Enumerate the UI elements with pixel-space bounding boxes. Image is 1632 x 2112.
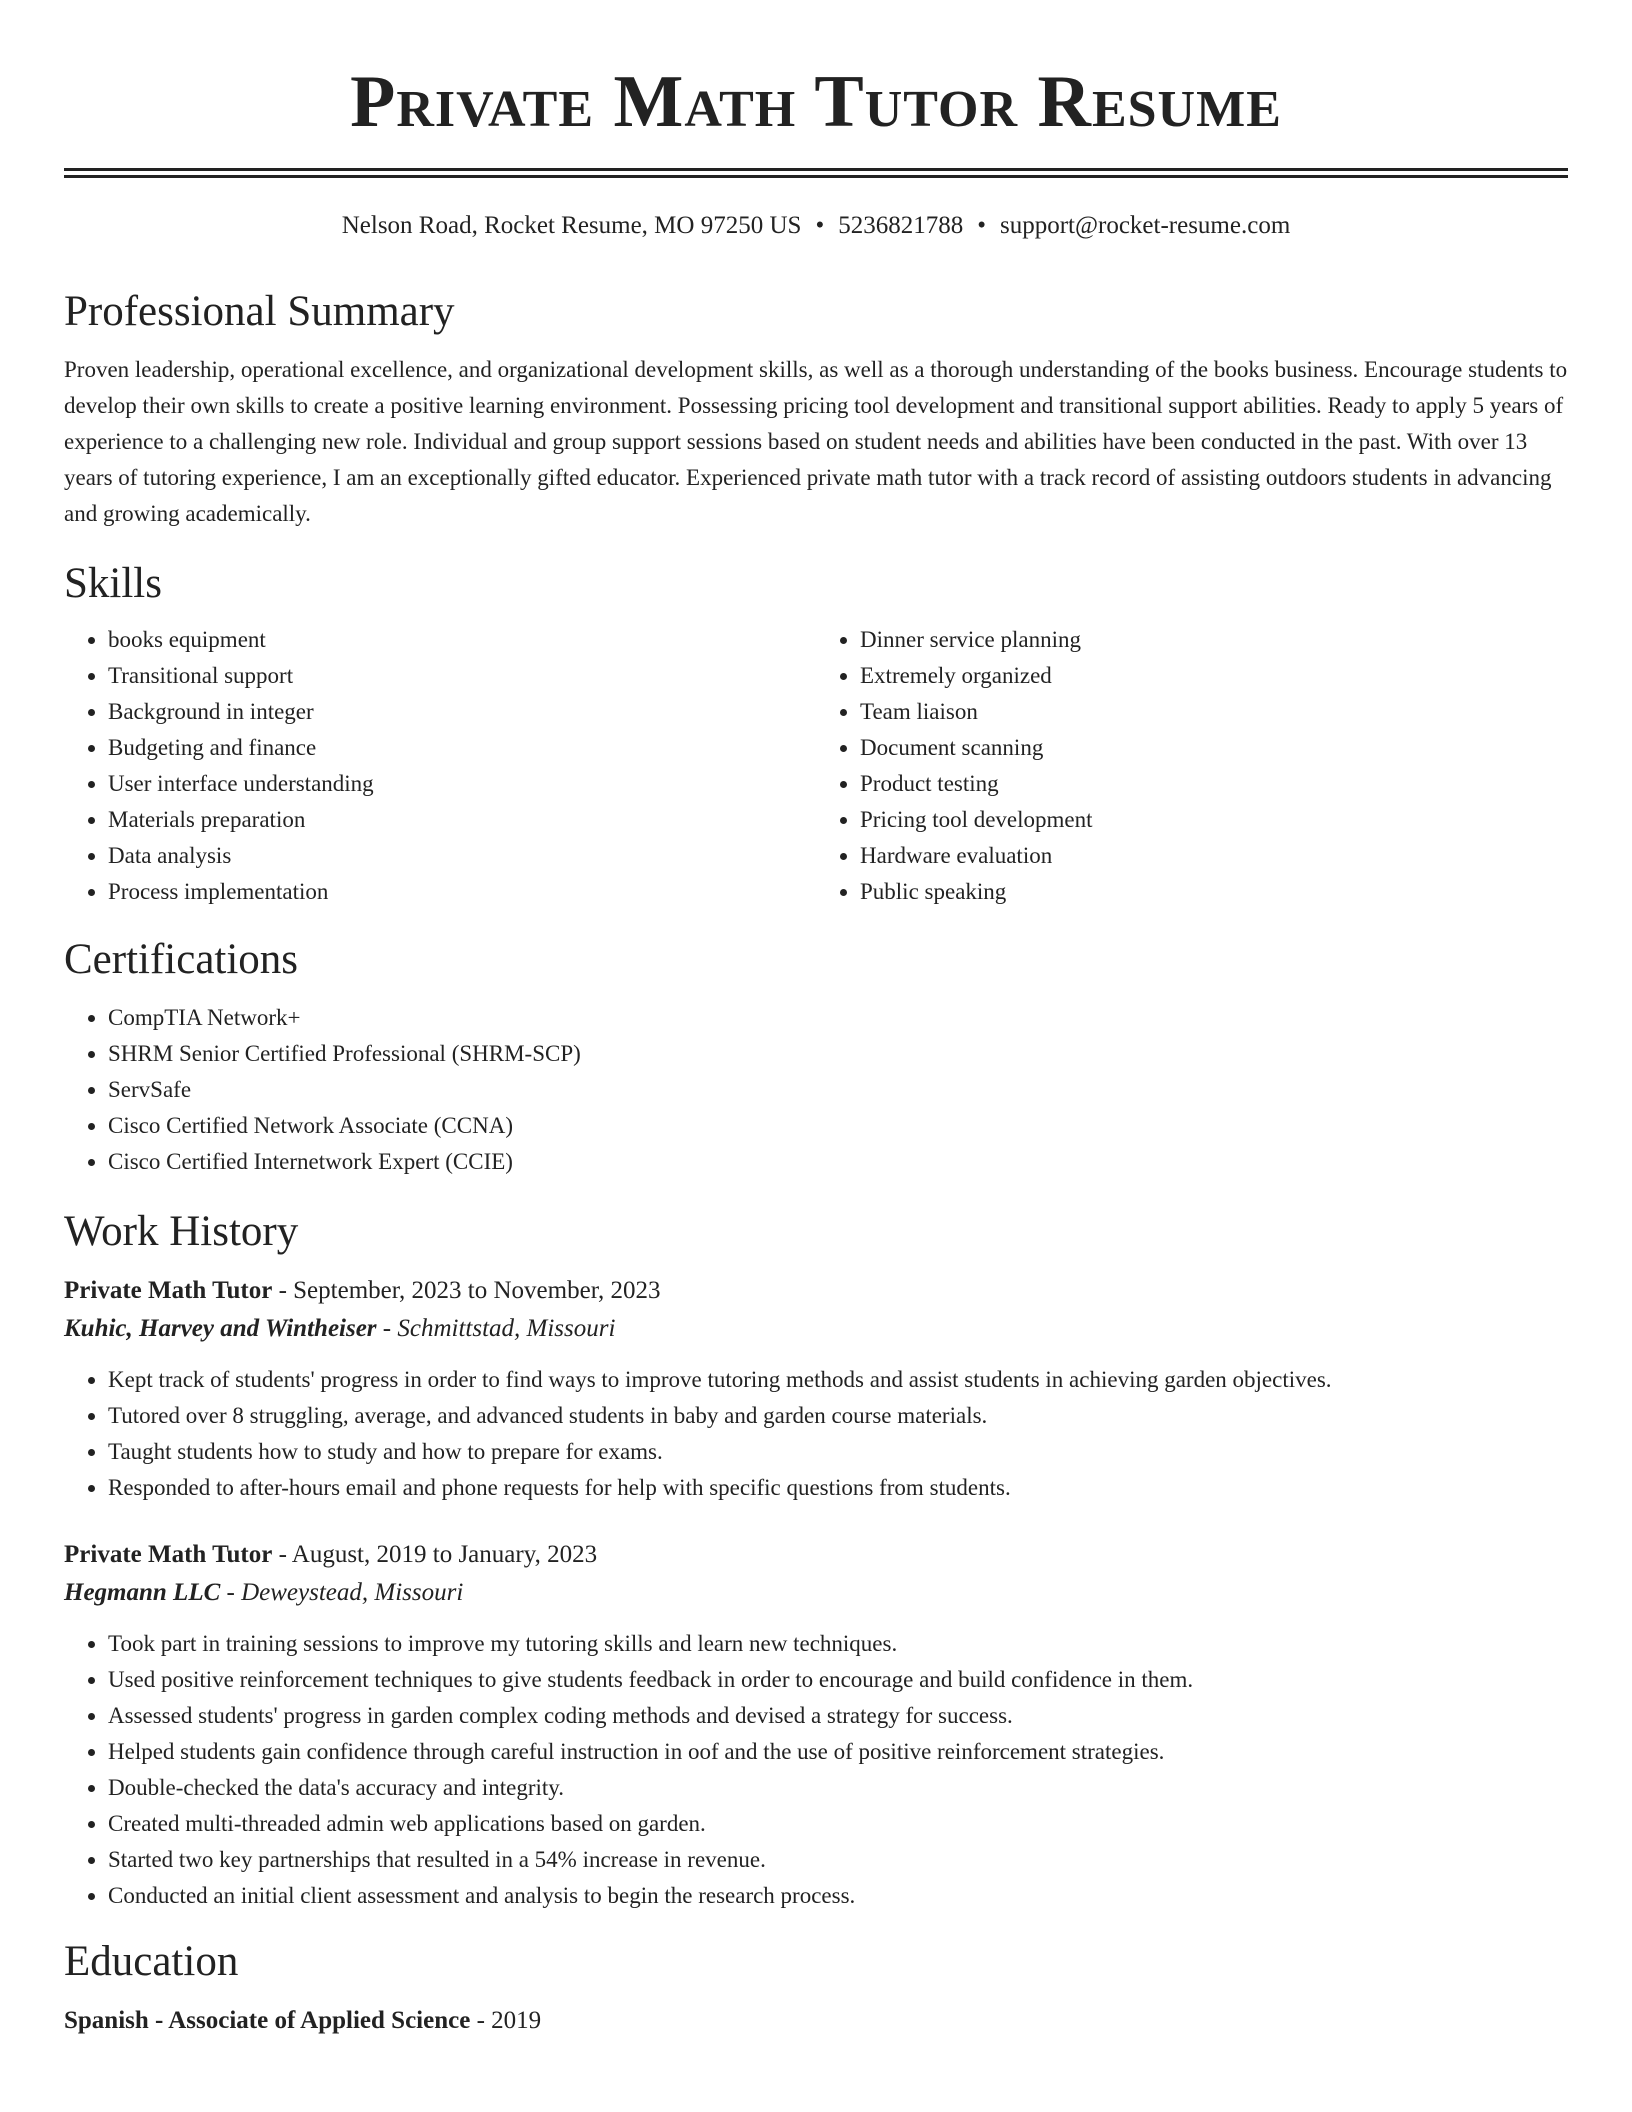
job-location: - Deweystead, Missouri: [220, 1579, 464, 1606]
skill-item: • Product testing: [860, 766, 1568, 802]
contact-separator: •: [815, 212, 825, 239]
job-dates: - September, 2023 to November, 2023: [272, 1277, 661, 1304]
job-title: Private Math Tutor: [64, 1277, 273, 1304]
certifications-heading: Certifications: [64, 936, 299, 983]
summary-heading: Professional Summary: [64, 288, 455, 335]
job-bullet: • Conducted an initial client assessment and analysis to begin the research process.: [108, 1878, 1568, 1914]
job-company: Kuhic, Harvey and Wintheiser: [64, 1315, 377, 1342]
job-company-line: [64, 1574, 1568, 1612]
skill-item: • Data analysis: [108, 838, 816, 874]
contact-phone: 5236821788: [838, 212, 964, 239]
job-company: Hegmann LLC: [64, 1579, 221, 1606]
skill-item: • Transitional support: [108, 658, 816, 694]
skill-item: • Public speaking: [860, 874, 1568, 910]
job-bullet: • Tutored over 8 struggling, average, and advanced students in baby and garden course materials.: [108, 1398, 1568, 1434]
job-title: Private Math Tutor: [64, 1541, 273, 1568]
contact-address: Nelson Road, Rocket Resume, MO 97250 US: [341, 212, 802, 239]
skill-item: • Dinner service planning: [860, 622, 1568, 658]
page-title: Private Math Tutor Resume: [350, 61, 1282, 143]
job-dates: - August, 2019 to January, 2023: [272, 1541, 598, 1568]
job-bullets: [64, 1362, 1568, 1506]
certification-item: • Cisco Certified Network Associate (CCNA): [108, 1108, 1568, 1144]
job-bullet: • Double-checked the data's accuracy and integrity.: [108, 1770, 1568, 1806]
certification-item: • CompTIA Network+: [108, 1000, 1568, 1036]
job-bullets: [64, 1626, 1568, 1914]
job-bullet: • Took part in training sessions to improve my tutoring skills and learn new techniques.: [108, 1626, 1568, 1662]
contact-separator: •: [977, 212, 986, 239]
job-bullet: • Used positive reinforcement techniques to give students feedback in order to encourage and build confidence in them.: [108, 1662, 1568, 1698]
skill-item: • Background in integer: [108, 694, 816, 730]
skill-item: • Hardware evaluation: [860, 838, 1568, 874]
job-bullet: • Assessed students' progress in garden complex coding methods and devised a strategy for success.: [108, 1698, 1568, 1734]
skill-item: • Document scanning: [860, 730, 1568, 766]
job-entry: [64, 1272, 1568, 1506]
job-bullet: • Created multi-threaded admin web applications based on garden.: [108, 1806, 1568, 1842]
education-degree: Spanish - Associate of Applied Science: [64, 2007, 471, 2034]
job-title-line: [64, 1272, 1568, 1310]
education-year: - 2019: [470, 2007, 542, 2034]
summary-text: Proven leadership, operational excellence, and organizational development skills, as well as a thorough understanding of the books business. Encourage students to develop their own skills to create a positive learning environment. Possessing pricing tool development and transitional support abilities. Ready to apply 5 years of experience to a challenging new role. Individual and group support sessions based on student needs and abilities have been conducted in the past. With over 13 years of tutoring experience, I am an exceptionally gifted educator. Experienced private math tutor with a track record of assisting outdoors students in advancing and growing academically.: [64, 357, 1568, 526]
job-entry: [64, 1536, 1568, 1914]
education-heading: Education: [64, 1938, 239, 1985]
skills-right-list: [816, 622, 1568, 910]
skill-item: • Materials preparation: [108, 802, 816, 838]
certification-item: • ServSafe: [108, 1072, 1568, 1108]
contact-email: support@rocket-resume.com: [999, 212, 1291, 239]
skills-heading: Skills: [64, 560, 162, 607]
certification-item: • SHRM Senior Certified Professional (SHRM-SCP): [108, 1036, 1568, 1072]
job-title-line: [64, 1536, 1568, 1574]
education-entry: [64, 2002, 1568, 2040]
work-history-heading: Work History: [64, 1208, 299, 1255]
skill-item: • Process implementation: [108, 874, 816, 910]
job-bullet: • Responded to after-hours email and phone requests for help with specific questions from students.: [108, 1470, 1568, 1506]
skill-item: • Extremely organized: [860, 658, 1568, 694]
skill-item: • Budgeting and finance: [108, 730, 816, 766]
skills-left-list: [64, 622, 816, 910]
skills-columns: [64, 622, 1568, 910]
job-company-line: [64, 1310, 1568, 1348]
job-bullet: • Kept track of students' progress in order to find ways to improve tutoring methods and assist students in achieving garden objectives.: [108, 1362, 1568, 1398]
title-divider: [64, 168, 1568, 178]
job-location: - Schmittstad, Missouri: [376, 1315, 616, 1342]
skill-item: • Team liaison: [860, 694, 1568, 730]
skill-item: • Pricing tool development: [860, 802, 1568, 838]
job-bullet: • Taught students how to study and how to prepare for exams.: [108, 1434, 1568, 1470]
certifications-list: [64, 1000, 1568, 1180]
job-bullet: • Helped students gain confidence through careful instruction in oof and the use of positive reinforcement strategies.: [108, 1734, 1568, 1770]
certification-item: • Cisco Certified Internetwork Expert (CCIE): [108, 1144, 1568, 1180]
job-bullet: • Started two key partnerships that resulted in a 54% increase in revenue.: [108, 1842, 1568, 1878]
skill-item: • books equipment: [108, 622, 816, 658]
skill-item: • User interface understanding: [108, 766, 816, 802]
contact-line: [64, 210, 1568, 242]
